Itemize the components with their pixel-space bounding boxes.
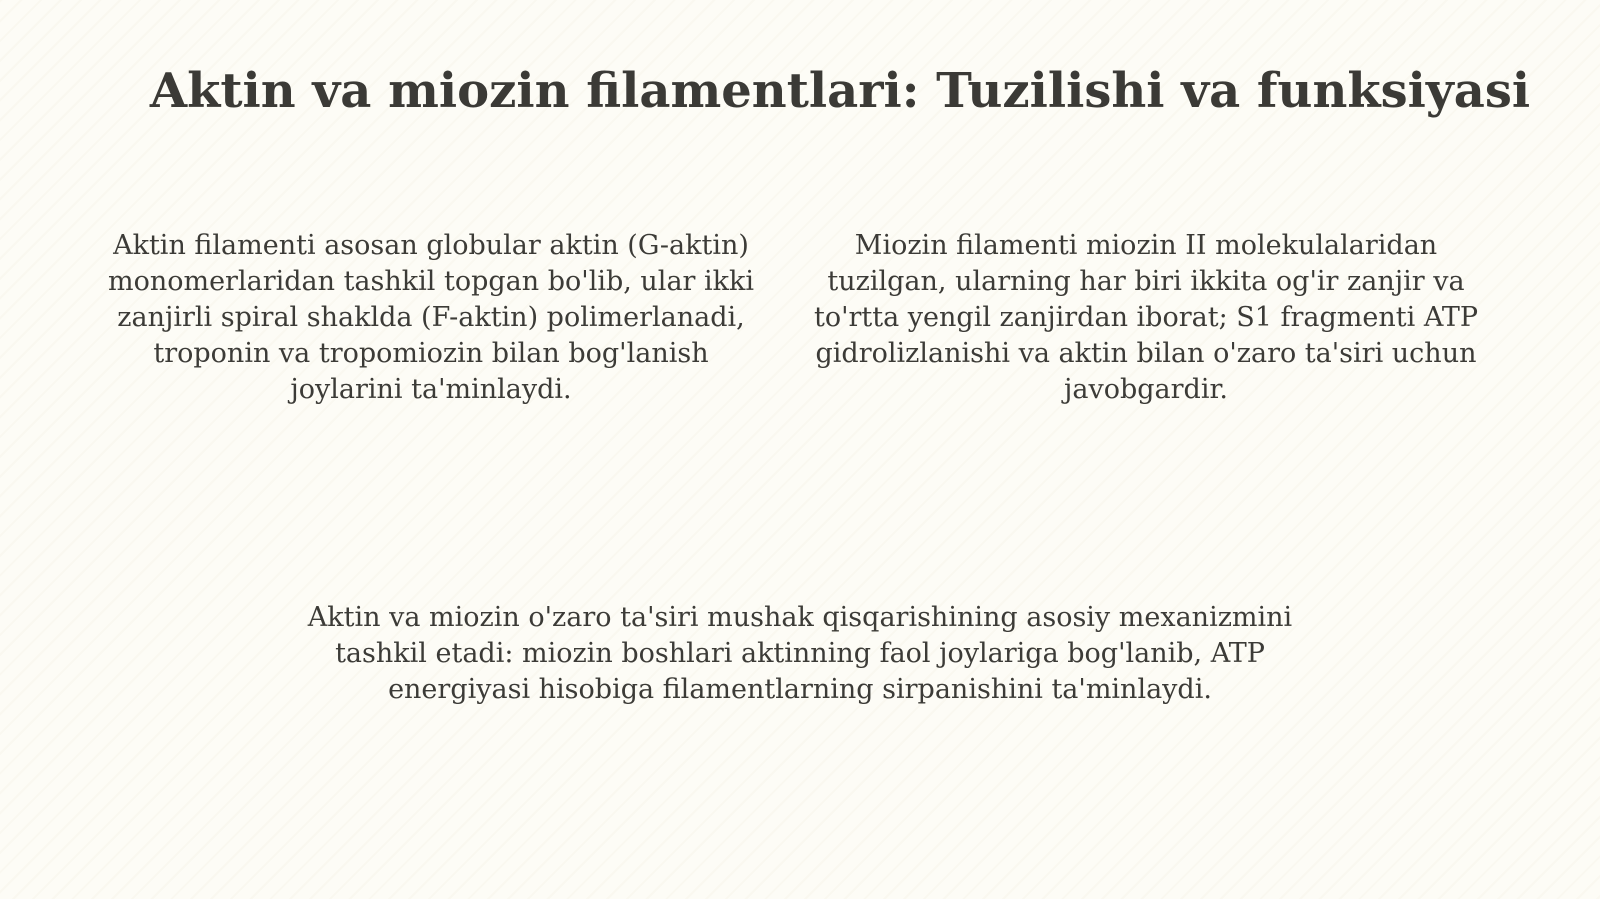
myosin-description-paragraph: Miozin filamenti miozin II molekulalaridan tuzilgan, ularning har biri ikkita og'ir zanjir va to'rtta yengil zanjirdan iborat; S1 fragmenti ATP gidrolizlanishi va aktin bilan o'zaro ta'siri uchun javobgardir.	[813, 230, 1479, 405]
actin-description-paragraph: Aktin filamenti asosan globular aktin (G-aktin) monomerlaridan tashkil topgan bo'lib, ular ikki zanjirli spiral shaklda (F-aktin) polimerlanadi, troponin va tropomiozin bilan bog'lanish joylarini ta'minlaydi.	[107, 230, 755, 405]
slide-title: Aktin va miozin filamentlari: Tuzilishi va funksiyasi	[149, 63, 1531, 119]
interaction-description-paragraph: Aktin va miozin o'zaro ta'siri mushak qisqarishining asosiy mexanizmini tashkil etadi: miozin boshlari aktinning faol joylariga bog'lanib, ATP energiyasi hisobiga filamentlarning sirpanishini ta'minlaydi.	[307, 602, 1293, 705]
